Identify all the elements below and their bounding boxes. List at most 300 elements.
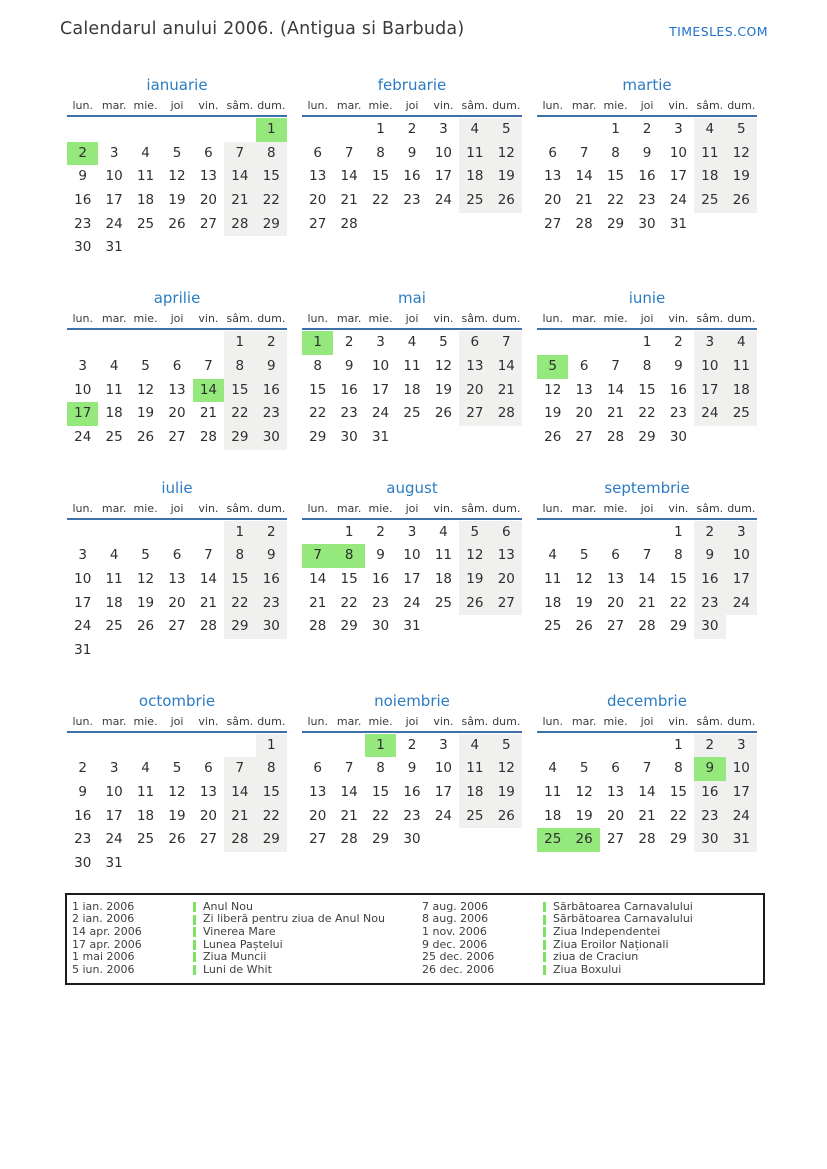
day-cell: 20 [199, 807, 218, 824]
day-cell [396, 213, 427, 237]
day-cell: 4 [726, 331, 757, 355]
day-cell: 3 [78, 547, 87, 564]
week-row [67, 757, 287, 781]
week-row [302, 379, 522, 403]
legend-holiday-name: Vinerea Mare [203, 925, 276, 938]
day-cell: 2 [256, 331, 287, 355]
day-cell [726, 615, 757, 639]
day-cell [193, 331, 224, 355]
weekday-header: lun. [307, 99, 328, 112]
weekday-header: mie. [133, 99, 158, 112]
day-cell: 21 [199, 594, 218, 611]
day-cell: 28 [638, 618, 656, 635]
day-cell [537, 734, 568, 758]
week-row [537, 142, 757, 166]
day-cell: 15 [309, 381, 327, 398]
weeks [537, 520, 757, 639]
day-cell: 30 [669, 428, 688, 445]
day-cell [333, 118, 364, 142]
day-cell [365, 213, 396, 237]
day-cell: 31 [105, 855, 123, 872]
week-row [302, 331, 522, 355]
holiday-marker-icon [543, 927, 546, 937]
day-cell: 28 [199, 618, 218, 635]
day-cell: 30 [256, 426, 287, 450]
day-cell: 29 [669, 618, 688, 635]
day-cell: 18 [403, 381, 421, 398]
day-cell: 7 [611, 357, 620, 374]
weekday-header: lun. [307, 714, 328, 728]
weeks [302, 330, 522, 449]
day-cell: 4 [439, 523, 448, 540]
day-cell [98, 521, 129, 545]
day-cell [726, 213, 757, 237]
legend-date: 1 nov. 2006 [422, 925, 487, 938]
day-cell: 4 [548, 760, 557, 777]
weekday-header: sâm. [696, 312, 724, 326]
week-row [302, 213, 522, 237]
day-cell: 3 [109, 144, 119, 161]
day-cell: 13 [168, 570, 186, 587]
day-cell: 19 [726, 165, 757, 189]
day-cell: 9 [407, 144, 417, 161]
day-cell: 10 [726, 544, 757, 568]
day-cell [396, 426, 427, 450]
day-cell: 5 [459, 521, 490, 545]
weekday-header: dum. [257, 312, 286, 326]
weekday-header: mar. [336, 501, 362, 515]
day-cell: 1 [365, 734, 396, 758]
legend-entry [417, 926, 763, 939]
day-cell: 12 [168, 168, 186, 185]
day-cell: 8 [224, 355, 255, 379]
day-cell: 17 [67, 402, 98, 426]
month-decembrie [537, 691, 757, 852]
holiday-marker-icon [193, 927, 196, 937]
legend-entry [67, 926, 417, 939]
day-cell: 25 [459, 805, 490, 829]
day-cell: 8 [224, 544, 255, 568]
day-cell: 27 [459, 402, 490, 426]
day-cell: 27 [606, 618, 625, 635]
holiday-marker-icon [193, 965, 196, 975]
day-cell [130, 734, 161, 758]
day-cell: 6 [548, 144, 557, 161]
day-cell: 29 [309, 428, 327, 445]
week-row [302, 544, 522, 568]
day-cell: 22 [224, 402, 255, 426]
week-row [537, 757, 757, 781]
day-cell: 25 [459, 189, 490, 213]
weekday-header: mie. [133, 501, 158, 515]
day-cell: 23 [638, 192, 656, 209]
weekday-header: joi [405, 312, 419, 326]
day-cell: 20 [168, 594, 186, 611]
day-cell: 7 [642, 547, 652, 564]
day-cell: 1 [611, 121, 620, 137]
day-cell: 23 [74, 831, 92, 848]
day-cell: 6 [611, 547, 620, 564]
day-cell: 4 [459, 734, 490, 758]
week-row [537, 544, 757, 568]
day-cell: 15 [256, 781, 287, 805]
day-cell: 11 [544, 784, 562, 801]
day-cell: 9 [256, 544, 287, 568]
day-cell: 16 [256, 379, 287, 403]
day-cell: 12 [434, 357, 453, 374]
day-cell: 5 [172, 144, 182, 161]
day-cell: 28 [638, 831, 656, 848]
day-cell: 18 [459, 781, 490, 805]
weekday-header: vin. [668, 501, 689, 515]
day-cell: 13 [199, 168, 218, 185]
day-cell [161, 639, 192, 663]
day-cell: 28 [340, 215, 358, 232]
day-cell: 25 [105, 428, 123, 445]
day-cell: 18 [105, 594, 123, 611]
day-cell: 2 [256, 521, 287, 545]
weekday-header: sâm. [226, 312, 254, 326]
day-cell: 2 [642, 121, 652, 137]
day-cell: 19 [575, 807, 593, 824]
week-row [537, 165, 757, 189]
weekday-header: mie. [133, 312, 158, 326]
day-cell: 14 [193, 379, 224, 403]
day-cell: 5 [579, 760, 589, 777]
month-title: iulie [161, 478, 193, 497]
day-cell: 24 [105, 215, 123, 232]
day-cell: 15 [669, 784, 688, 801]
day-cell [193, 639, 224, 663]
day-cell [694, 426, 725, 450]
day-cell [130, 852, 161, 876]
week-row [537, 213, 757, 237]
weekday-header: lun. [542, 99, 563, 112]
day-cell: 11 [459, 142, 490, 166]
day-cell: 13 [309, 784, 327, 801]
month-title: august [386, 478, 438, 497]
day-cell: 14 [575, 168, 593, 185]
weeks [67, 520, 287, 663]
day-cell [600, 734, 631, 758]
holiday-legend [65, 893, 765, 986]
day-cell: 31 [371, 428, 390, 445]
day-cell: 26 [168, 831, 186, 848]
day-cell: 20 [575, 405, 593, 422]
day-cell: 1 [674, 523, 683, 540]
weekday-header: joi [640, 501, 654, 515]
legend-date: 2 ian. 2006 [72, 912, 135, 926]
day-cell: 7 [224, 142, 255, 166]
day-cell: 19 [168, 192, 186, 209]
day-cell: 15 [669, 570, 688, 587]
day-cell: 10 [105, 168, 123, 185]
weekday-header: lun. [72, 99, 93, 112]
day-cell: 14 [340, 168, 358, 185]
day-cell: 17 [434, 784, 453, 801]
weeks [302, 117, 522, 236]
legend-holiday-name: Ziua Muncii [203, 950, 267, 964]
month-septembrie [537, 478, 757, 639]
day-cell: 17 [105, 192, 123, 209]
day-cell [491, 828, 522, 852]
day-cell: 29 [224, 615, 255, 639]
day-cell: 9 [407, 760, 417, 777]
day-cell: 15 [224, 568, 255, 592]
months-grid [67, 75, 757, 876]
day-cell: 25 [403, 405, 421, 422]
legend-entry [67, 964, 417, 977]
week-row [302, 592, 522, 616]
day-cell: 1 [376, 121, 385, 137]
day-cell: 22 [340, 594, 358, 611]
legend-holiday-name: Lunea Paștelui [203, 937, 283, 951]
day-cell [130, 331, 161, 355]
day-cell: 14 [340, 784, 358, 801]
day-cell [428, 213, 459, 237]
day-cell: 31 [105, 239, 123, 256]
holiday-marker-icon [543, 965, 546, 975]
week-row [67, 615, 287, 639]
day-cell: 12 [491, 142, 522, 166]
day-cell: 3 [439, 121, 448, 137]
day-cell: 5 [439, 334, 448, 351]
week-row [537, 189, 757, 213]
weekday-header: sâm. [461, 501, 489, 515]
weeks [302, 733, 522, 852]
day-cell: 21 [638, 594, 656, 611]
legend-holiday-name: Ziua Eroilor Naționali [553, 937, 669, 951]
weekday-header-row [302, 714, 522, 733]
day-cell: 29 [638, 428, 656, 445]
day-cell [333, 734, 364, 758]
day-cell: 13 [199, 784, 218, 801]
day-cell: 12 [575, 784, 593, 801]
day-cell: 4 [407, 334, 417, 351]
legend-entry [417, 951, 763, 964]
weekday-header: lun. [72, 312, 93, 326]
day-cell: 29 [256, 213, 287, 237]
day-cell [193, 521, 224, 545]
weekday-header: joi [405, 714, 419, 728]
day-cell: 25 [544, 618, 562, 635]
week-row [67, 521, 287, 545]
day-cell [224, 118, 255, 142]
month-august [302, 478, 522, 639]
day-cell: 10 [74, 381, 92, 398]
month-aprilie [67, 288, 287, 449]
day-cell: 6 [459, 331, 490, 355]
day-cell [161, 331, 192, 355]
day-cell: 4 [109, 357, 119, 374]
legend-holiday-name: Sărbătoarea Carnavalului [553, 912, 693, 926]
day-cell: 8 [313, 357, 322, 374]
day-cell: 7 [579, 144, 589, 161]
day-cell [302, 521, 333, 545]
month-ianuarie [67, 75, 287, 260]
weekday-header: mar. [571, 312, 597, 326]
day-cell: 5 [491, 734, 522, 758]
day-cell: 19 [491, 781, 522, 805]
day-cell [302, 118, 333, 142]
day-cell: 7 [204, 357, 213, 374]
day-cell [600, 331, 631, 355]
week-row [537, 118, 757, 142]
day-cell: 3 [78, 357, 87, 374]
day-cell [537, 118, 568, 142]
day-cell: 16 [340, 381, 358, 398]
weekday-header-row [537, 501, 757, 520]
day-cell: 9 [256, 355, 287, 379]
day-cell: 13 [309, 168, 327, 185]
day-cell: 25 [136, 215, 155, 232]
day-cell [694, 213, 725, 237]
day-cell: 26 [544, 428, 562, 445]
day-cell: 29 [669, 831, 688, 848]
week-row [67, 852, 287, 876]
day-cell: 9 [674, 357, 683, 374]
day-cell: 3 [726, 734, 757, 758]
day-cell: 7 [204, 547, 213, 564]
legend-holiday-name: Anul Nou [203, 899, 253, 913]
weekday-header-row [302, 501, 522, 520]
weekday-header-row [67, 98, 287, 117]
day-cell: 14 [224, 781, 255, 805]
day-cell: 23 [256, 592, 287, 616]
day-cell: 23 [694, 592, 725, 616]
week-row [302, 568, 522, 592]
day-cell: 8 [674, 547, 683, 564]
day-cell: 21 [575, 192, 593, 209]
day-cell: 15 [224, 379, 255, 403]
weekday-header: sâm. [461, 714, 489, 728]
day-cell: 23 [340, 405, 358, 422]
weekday-header: joi [170, 501, 184, 515]
weekday-header: mie. [133, 714, 158, 728]
day-cell: 28 [224, 213, 255, 237]
day-cell: 5 [491, 118, 522, 142]
day-cell: 22 [224, 592, 255, 616]
day-cell: 15 [371, 784, 390, 801]
day-cell: 2 [67, 142, 98, 166]
week-row [302, 757, 522, 781]
brand-link[interactable]: TIMESLES.COM [669, 24, 768, 39]
week-row [67, 828, 287, 852]
day-cell [193, 734, 224, 758]
day-cell: 22 [256, 189, 287, 213]
weekday-header: mie. [368, 312, 393, 326]
day-cell: 21 [491, 379, 522, 403]
weeks [537, 733, 757, 852]
day-cell: 8 [333, 544, 364, 568]
week-row [302, 426, 522, 450]
weekday-header: mar. [336, 312, 362, 326]
weeks [302, 520, 522, 639]
day-cell: 10 [74, 570, 92, 587]
day-cell: 1 [302, 331, 333, 355]
day-cell: 21 [340, 807, 358, 824]
legend-entry [67, 951, 417, 964]
week-row [302, 828, 522, 852]
day-cell: 12 [459, 544, 490, 568]
weekday-header: vin. [433, 714, 454, 728]
day-cell: 30 [256, 615, 287, 639]
day-cell: 21 [638, 807, 656, 824]
weekday-header: joi [640, 99, 654, 112]
day-cell: 18 [694, 165, 725, 189]
weekday-header: joi [170, 714, 184, 728]
day-cell: 7 [642, 760, 652, 777]
weekday-header-row [302, 98, 522, 117]
day-cell: 10 [694, 355, 725, 379]
weeks [67, 117, 287, 260]
weekday-header: mar. [101, 714, 127, 728]
day-cell: 20 [459, 379, 490, 403]
day-cell: 28 [491, 402, 522, 426]
day-cell [224, 639, 255, 663]
day-cell: 8 [611, 144, 620, 161]
week-row [537, 615, 757, 639]
weekday-header: dum. [727, 714, 756, 728]
holiday-marker-icon [193, 915, 196, 925]
day-cell: 10 [403, 547, 421, 564]
week-row [67, 355, 287, 379]
month-title: decembrie [607, 691, 687, 710]
week-row [67, 568, 287, 592]
legend-holiday-name: Luni de Whit [203, 962, 272, 976]
day-cell: 21 [309, 594, 327, 611]
day-cell: 23 [669, 405, 688, 422]
legend-date: 26 dec. 2006 [422, 962, 495, 976]
day-cell [98, 639, 129, 663]
day-cell: 9 [78, 168, 87, 185]
day-cell [491, 615, 522, 639]
day-cell: 24 [726, 592, 757, 616]
day-cell: 4 [141, 760, 150, 777]
weekday-header: lun. [72, 501, 93, 515]
weekday-header: mie. [603, 714, 628, 728]
week-row [302, 615, 522, 639]
weekday-header: joi [640, 714, 654, 728]
week-row [67, 734, 287, 758]
month-title: mai [398, 289, 426, 308]
week-row [67, 544, 287, 568]
day-cell: 22 [256, 805, 287, 829]
day-cell: 3 [694, 331, 725, 355]
day-cell: 14 [606, 381, 625, 398]
day-cell: 2 [78, 760, 87, 777]
day-cell: 24 [74, 428, 92, 445]
day-cell: 10 [726, 757, 757, 781]
day-cell [161, 118, 192, 142]
day-cell: 16 [403, 168, 421, 185]
legend-holiday-name: Ziua Boxului [553, 962, 622, 976]
legend-holiday-name: Zi liberă pentru ziua de Anul Nou [203, 912, 385, 926]
day-cell: 25 [105, 618, 123, 635]
day-cell [224, 734, 255, 758]
week-row [67, 805, 287, 829]
day-cell: 16 [74, 192, 92, 209]
day-cell: 23 [694, 805, 725, 829]
legend-date: 14 apr. 2006 [72, 925, 142, 938]
day-cell: 27 [491, 592, 522, 616]
week-row [67, 118, 287, 142]
day-cell [256, 236, 287, 260]
day-cell: 3 [376, 334, 385, 351]
day-cell: 10 [434, 760, 453, 777]
week-row [67, 331, 287, 355]
day-cell: 28 [224, 828, 255, 852]
